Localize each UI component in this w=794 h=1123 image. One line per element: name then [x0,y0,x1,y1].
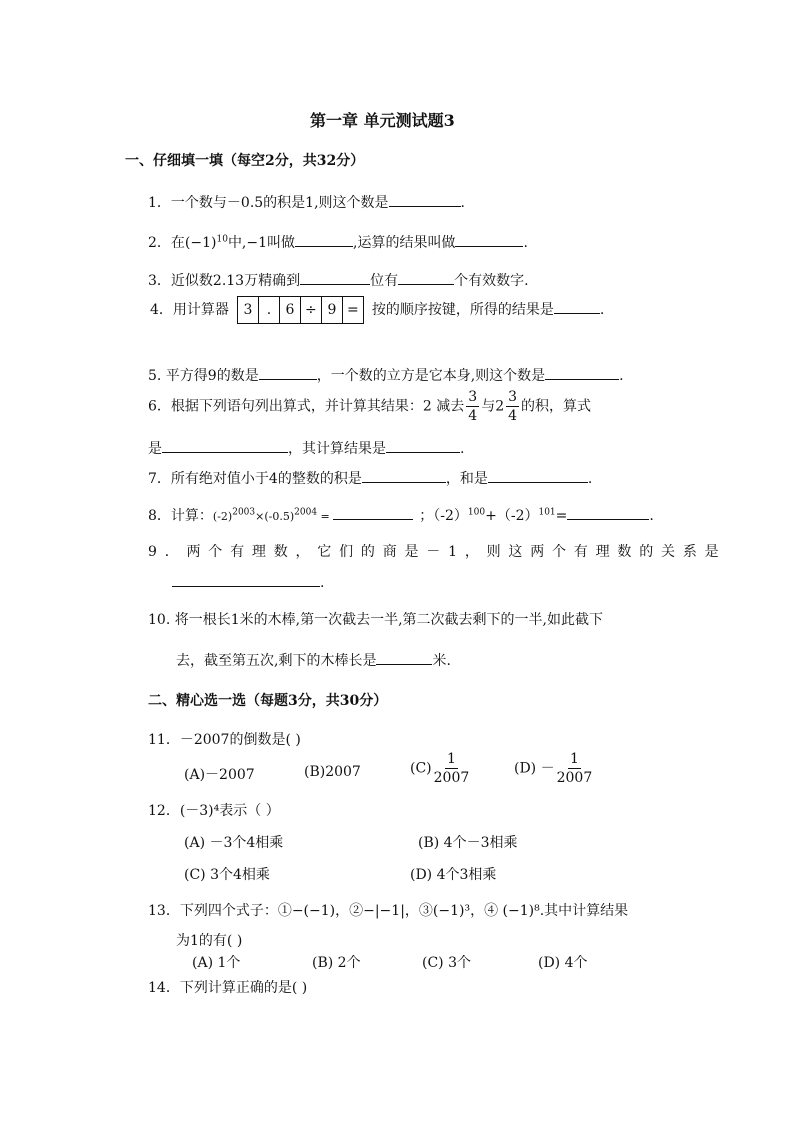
q2-base: (−1) [184,235,217,251]
q4-end: . [599,302,605,318]
q6-end: . [460,441,465,457]
q5-blank-2[interactable] [545,365,619,380]
q7-end: . [587,471,593,487]
q2-text-b: 中,−1叫做 [227,235,296,251]
q2-text-a: 2．在 [148,235,185,251]
q6-f1-num: 3 [468,389,478,405]
q1-end: . [460,195,465,211]
q6-line2-b: ，其计算结果是 [288,441,386,457]
q8-exp-1: 2003 [232,507,256,518]
q11-c-den: 2007 [433,770,470,786]
q12-option-d[interactable]: (D) 4个3相乘 [410,867,497,883]
q6-whole: 2 [495,398,505,415]
q7-blank-2[interactable] [488,468,588,483]
question-1 [148,192,465,212]
question-9: 9．两个有理数，它们的商是－1，则这两个有理数的关系是 [148,544,727,560]
q6-fraction-1 [466,388,479,425]
question-3 [148,270,529,290]
q2-text-c: ,运算的结果叫做 [353,235,456,251]
question-11: 11．－2007的倒数是( ) [148,732,301,748]
q11-option-d[interactable] [514,750,594,787]
q8-equals-2: = [555,508,568,524]
q11-option-c-label: (C) [410,760,432,777]
q11-d-den: 2007 [556,770,593,786]
calc-key: 3 [238,297,259,323]
q8-exp-2: 2004 [294,507,318,518]
question-10-line-2 [176,650,451,670]
q2-end: . [523,235,528,251]
question-10: 10. 将一根长1米的木棒,第一次截去一半,第二次截去剩下的一半,如此截下 [148,612,603,628]
q12-option-a[interactable]: (A) －3个4相乘 [184,835,284,851]
q8-exp-4: 101 [538,507,556,518]
q7-text-a: 7．所有绝对值小于4的整数的积是 [148,471,362,487]
q11-c-num: 1 [447,751,456,767]
question-13-line-2: 为1的有( ) [176,933,243,949]
q8-end: . [649,508,654,524]
q8-blank-2[interactable] [567,505,649,520]
q8-blank-1[interactable] [333,505,413,520]
q2-blank-2[interactable] [455,232,523,247]
question-8 [148,505,654,525]
q13-option-d[interactable]: (D) 4个 [538,955,588,971]
q6-fraction-2 [506,388,519,425]
q2-exponent: 10 [216,234,228,245]
q6-text-b: 与 [481,398,496,415]
q11-option-c-fraction [434,750,470,787]
q3-blank-1[interactable] [300,270,370,285]
q5-text-a: 5. 平方得9的数是 [148,368,259,384]
question-2 [148,232,528,252]
q6-text-a: 6．根据下列语句列出算式，并计算其结果：2 减去 [148,398,465,415]
q11-option-b[interactable]: (B)2007 [304,764,361,780]
q8-text-a: 8．计算： [148,508,213,524]
calc-key: ÷ [301,297,322,323]
page-title: 第一章 单元测试题3 [310,111,455,130]
q13-option-c[interactable]: (C) 3个 [422,955,471,971]
question-4 [150,296,604,324]
q11-option-c[interactable] [410,750,471,787]
section-1-heading: 一、仔细填一填（每空2分，共32分） [125,153,365,169]
q8-exp-3: 100 [467,507,486,518]
q4-text-a: 4．用计算器 [150,302,229,318]
q5-end: . [619,368,624,384]
q11-option-d-fraction [557,750,593,787]
q8-plus: +（-2） [485,508,539,524]
question-5 [148,365,624,385]
q8-equals-1: = [317,510,334,523]
q6-f1-den: 4 [468,408,478,424]
question-6 [148,388,591,425]
q8-base-1: (-2) [212,510,233,523]
q12-option-c[interactable]: (C) 3个4相乘 [184,867,270,883]
q3-text-c: 个有效数字. [454,273,529,289]
q1-text: 1．一个数与－0.5的积是1,则这个数是 [148,195,389,211]
q5-blank-1[interactable] [259,365,317,380]
q6-text-c: 的积，算式 [521,398,592,415]
q5-text-b: ，一个数的立方是它本身,则这个数是 [316,368,546,384]
q2-blank-1[interactable] [295,232,353,247]
q7-blank-1[interactable] [362,468,446,483]
q11-d-num: 1 [569,751,579,767]
q6-f2-den: 4 [508,408,518,424]
q8-separator: ；（-2） [419,508,468,524]
q3-text-a: 3．近似数2.13万精确到 [148,273,301,289]
q8-base-2: ×(-0.5) [255,510,295,523]
q10-text-b: 去，截至第五次,剩下的木棒长是 [176,653,377,669]
question-13: 13．下列四个式子：①−(−1)，②−|−1|，③(−1)³，④ (−1)⁸.其中计算结果 [148,903,629,919]
question-6-line-2 [148,438,464,458]
q7-text-b: ，和是 [445,471,488,487]
q3-text-b: 位有 [370,273,399,289]
q10-text-c: 米. [432,653,451,669]
q6-blank-2[interactable] [386,438,460,453]
q6-line2-a: 是 [148,441,162,457]
calc-key: . [259,297,280,323]
q11-option-d-label: (D) － [514,760,555,777]
calc-key: 6 [280,297,301,323]
q9-blank[interactable] [172,572,320,587]
q6-f2-num: 3 [508,389,518,405]
calc-key: 9 [322,297,343,323]
q1-blank[interactable] [389,192,461,207]
q11-option-a[interactable]: (A)－2007 [184,767,255,783]
q13-option-a[interactable]: (A) 1个 [192,955,241,971]
q13-option-b[interactable]: (B) 2个 [312,955,361,971]
q10-blank[interactable] [376,650,432,665]
question-14: 14．下列计算正确的是( ) [148,980,308,996]
section-2-heading: 二、精心选一选（每题3分，共30分） [148,693,388,709]
calc-key: = [347,302,359,318]
q12-option-b[interactable]: (B) 4个－3相乘 [418,835,518,851]
q4-blank[interactable] [554,299,600,314]
question-9-line-2 [172,572,324,591]
q6-blank-1[interactable] [162,438,288,453]
calculator-key-sequence [237,296,364,324]
question-7 [148,468,592,488]
q4-text-b: 按的顺序按键，所得的结果是 [371,302,554,318]
q3-blank-2[interactable] [398,270,454,285]
q9-end: . [320,575,325,591]
question-12: 12．(－3)⁴表示（ ） [148,803,280,819]
